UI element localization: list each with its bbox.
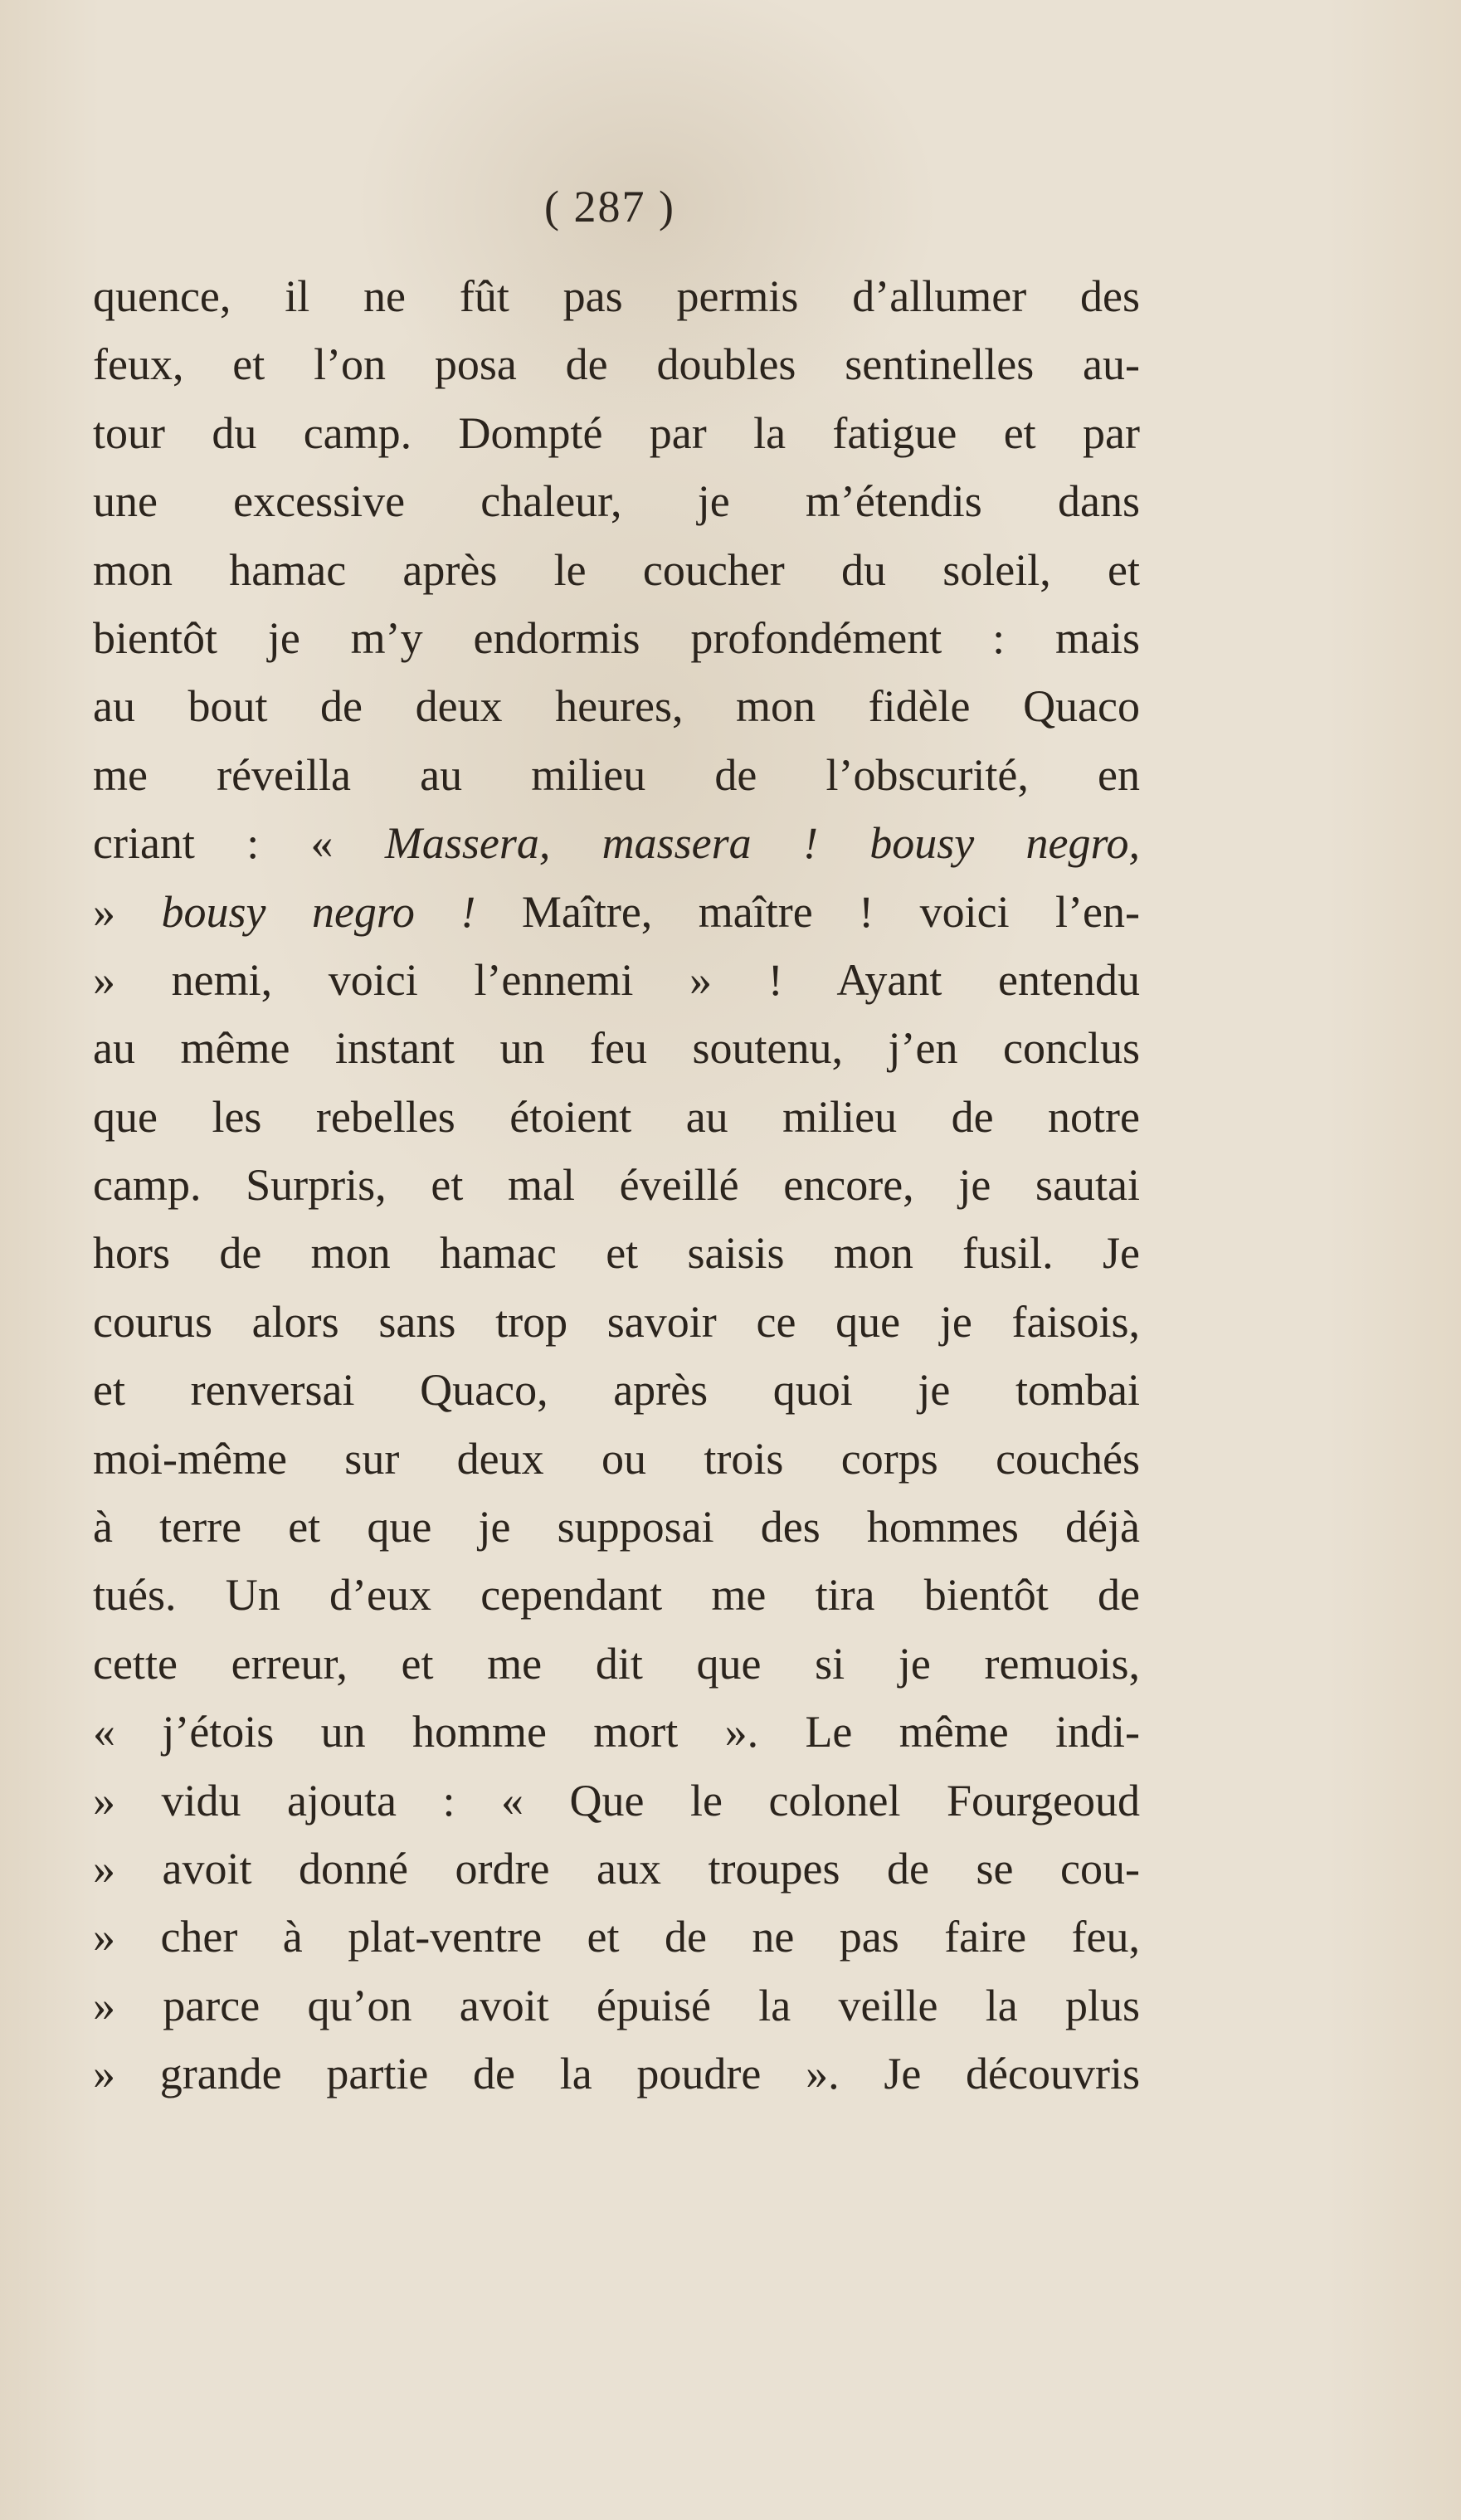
- text-run: mon hamac après le coucher du soleil, et: [93, 544, 1140, 595]
- text-run: moi-même sur deux ou trois corps couchés: [93, 1433, 1140, 1484]
- text-run: quence, il ne fût pas permis d’allumer des: [93, 271, 1140, 321]
- text-line: [93, 399, 1140, 467]
- text-run: tués. Un d’eux cependant me tira bientôt de: [93, 1570, 1140, 1621]
- text-line: [93, 1288, 1140, 1356]
- text-line: [93, 1903, 1140, 1971]
- text-line: [93, 262, 1140, 330]
- text-run: » avoit donné ordre aux troupes de se cou-: [93, 1843, 1140, 1894]
- text-line: [93, 1630, 1140, 1698]
- text-run: » cher à plat-ventre et de ne pas faire feu,: [93, 1912, 1140, 1962]
- text-run: hors de mon hamac et saisis mon fusil. Je: [93, 1228, 1140, 1279]
- text-line: [93, 1561, 1140, 1629]
- text-run: au même instant un feu soutenu, j’en conclus: [93, 1023, 1140, 1074]
- text-line: [93, 1835, 1140, 1903]
- text-line: [93, 536, 1140, 604]
- text-run: une excessive chaleur, je m’étendis dans: [93, 476, 1140, 527]
- text-line: [93, 1425, 1140, 1493]
- text-run: » parce qu’on avoit épuisé la veille la plus: [93, 1980, 1140, 2030]
- text-run: Maître, maître ! voici l’en-: [475, 886, 1140, 937]
- text-run: cette erreur, et me dit que si je remuois,: [93, 1638, 1140, 1689]
- text-run: feux, et l’on posa de doubles sentinelles au-: [93, 339, 1140, 390]
- text-line: [93, 946, 1140, 1014]
- text-run: au bout de deux heures, mon fidèle Quaco: [93, 681, 1140, 732]
- text-line: [93, 1014, 1140, 1082]
- text-line: [93, 1219, 1140, 1287]
- text-line: [93, 1698, 1140, 1766]
- text-line: [93, 2040, 1140, 2108]
- text-run: criant : «: [93, 818, 385, 869]
- text-run: courus alors sans trop savoir ce que je faisois,: [93, 1296, 1140, 1347]
- italic-text: bousy negro !: [161, 886, 476, 937]
- text-line: [93, 809, 1140, 877]
- text-run: bientôt je m’y endormis profondément : mais: [93, 612, 1140, 663]
- italic-text: Massera, massera ! bousy negro,: [384, 818, 1140, 869]
- text-run: camp. Surpris, et mal éveillé encore, je sautai: [93, 1160, 1140, 1211]
- text-run: » nemi, voici l’ennemi » ! Ayant entendu: [93, 954, 1140, 1005]
- body-text: [93, 262, 1140, 2108]
- text-line: [93, 878, 1140, 946]
- text-line: [93, 330, 1140, 398]
- text-line: [93, 672, 1140, 740]
- text-run: me réveilla au milieu de l’obscurité, en: [93, 749, 1140, 800]
- text-run: à terre et que je supposai des hommes déjà: [93, 1502, 1140, 1552]
- text-line: [93, 1356, 1140, 1424]
- text-line: [93, 1083, 1140, 1151]
- text-line: [93, 1151, 1140, 1219]
- text-line: [93, 741, 1140, 809]
- text-run: » vidu ajouta : « Que le colonel Fourgeoud: [93, 1775, 1140, 1825]
- text-line: [93, 467, 1140, 535]
- text-run: et renversai Quaco, après quoi je tombai: [93, 1365, 1140, 1416]
- text-run: »: [93, 886, 162, 937]
- text-line: [93, 1767, 1140, 1835]
- text-line: [93, 604, 1140, 672]
- page-number: ( 287 ): [544, 182, 675, 232]
- text-line: [93, 1972, 1140, 2040]
- text-run: que les rebelles étoient au milieu de notre: [93, 1091, 1140, 1142]
- text-line: [93, 1493, 1140, 1561]
- text-run: « j’étois un homme mort ». Le même indi-: [93, 1707, 1140, 1757]
- text-run: » grande partie de la poudre ». Je découvris: [93, 2049, 1140, 2099]
- text-run: tour du camp. Dompté par la fatigue et par: [93, 407, 1140, 458]
